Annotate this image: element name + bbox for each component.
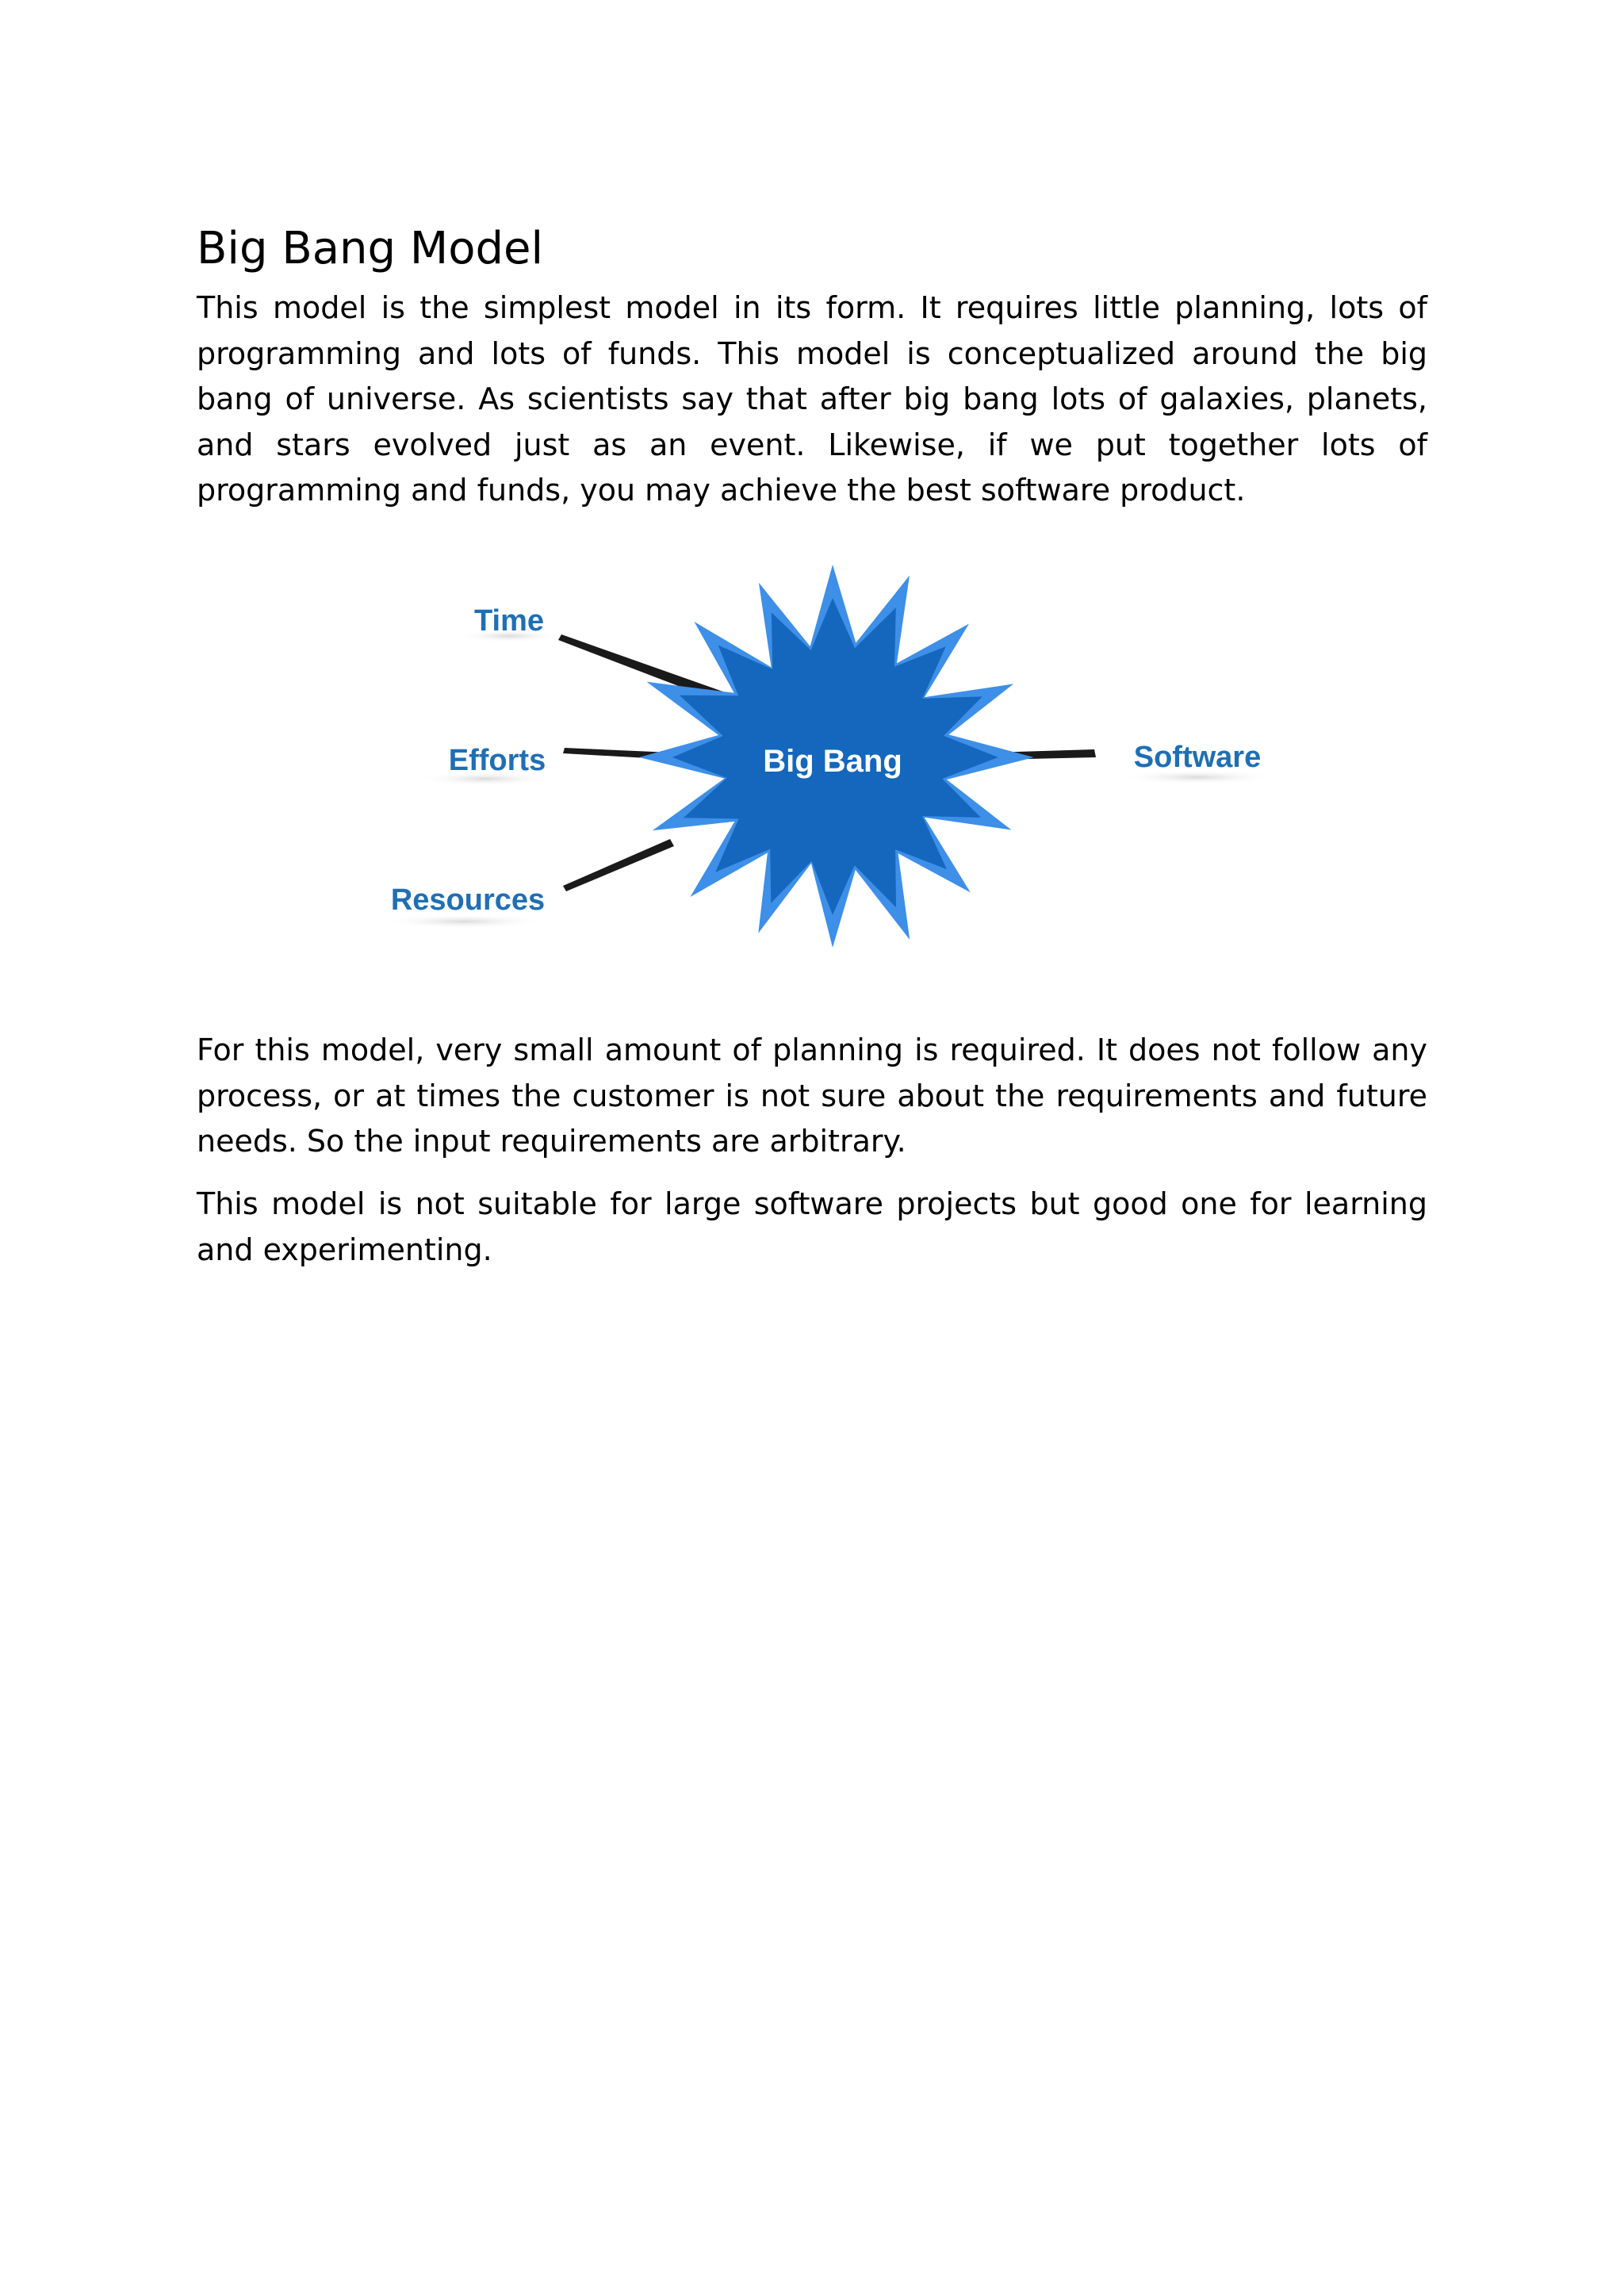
suitability-paragraph: This model is not suitable for large software projects but good one for learning and experimenting. xyxy=(197,1186,1427,1267)
planning-paragraph: For this model, very small amount of planning is required. It does not follow any process, or at times the customer is not sure about the requirements and future needs. So the input requirements are arbitrary. xyxy=(197,1033,1427,1159)
big-bang-diagram xyxy=(333,559,1300,971)
efforts-label: Efforts xyxy=(448,744,546,777)
resources-label: Resources xyxy=(390,883,546,917)
big-bang-diagram-svg xyxy=(333,559,1300,971)
time-label: Time xyxy=(473,604,545,638)
intro-paragraph: This model is the simplest model in its form. It requires little planning, lots of programming and lots of funds. This model is conceptualized around the big bang of universe. As scientists say that after big bang lots of galaxies, planets, and stars evolved just as an event. Likewise, if we put together lots of programming and funds, you may achieve the best software product. xyxy=(197,290,1427,508)
resources-arrow xyxy=(563,839,674,891)
software-label: Software xyxy=(1133,741,1262,774)
page-title: Big Bang Model xyxy=(197,223,544,274)
big-bang-center-label: Big Bang xyxy=(763,744,902,779)
